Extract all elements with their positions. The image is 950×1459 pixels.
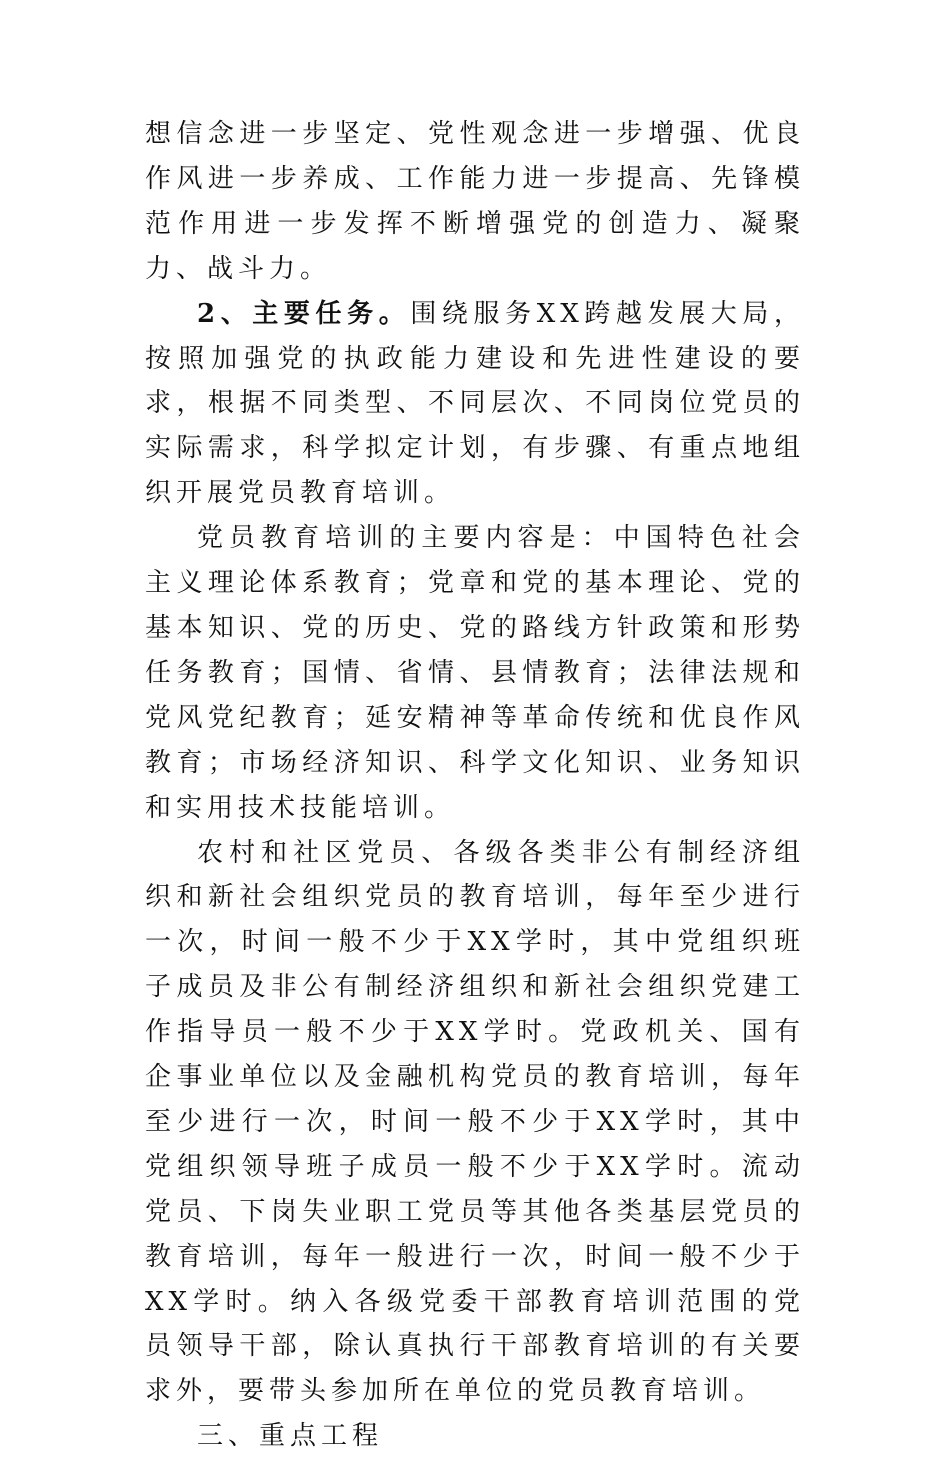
paragraph-continued: 想信念进一步坚定、党性观念进一步增强、优良作风进一步养成、工作能力进一步提高、先锋模范作用进一步发挥不断增强党的创造力、凝聚力、战斗力。 [145, 119, 805, 284]
main-tasks-body: 围绕服务XX跨越发展大局，按照加强党的执政能力建设和先进性建设的要求，根据不同类型、不同层次、不同岗位党员的实际需求，科学拟定计划，有步骤、有重点地组织开展党员教育培训。 [145, 298, 805, 509]
main-tasks-heading: 2、主要任务。 [197, 298, 411, 329]
section-heading-key-projects: 三、重点工程 [197, 1421, 384, 1452]
paragraph-training-content: 党员教育培训的主要内容是：中国特色社会主义理论体系教育；党章和党的基本理论、党的基本知识、党的历史、党的路线方针政策和形势任务教育；国情、省情、县情教育；法律法规和党风党纪教育；延安精神等革命传统和优良作风教育；市场经济知识、科学文化知识、业务知识和实用技术技能培训。 [145, 523, 805, 823]
paragraph-main-tasks [145, 292, 805, 517]
paragraph-training-hours: 农村和社区党员、各级各类非公有制经济组织和新社会组织党员的教育培训，每年至少进行一次，时间一般不少于XX学时，其中党组织班子成员及非公有制经济组织和新社会组织党建工作指导员一般不少于XX学时。党政机关、国有企事业单位以及金融机构党员的教育培训，每年至少进行一次，时间一般不少于XX学时，其中党组织领导班子成员一般不少于XX学时。流动党员、下岗失业职工党员等其他各类基层党员的教育培训，每年一般进行一次，时间一般不少于XX学时。纳入各级党委干部教育培训范围的党员领导干部，除认真执行干部教育培训的有关要求外，要带头参加所在单位的党员教育培训。 [145, 837, 805, 1407]
document-body [145, 112, 805, 1459]
